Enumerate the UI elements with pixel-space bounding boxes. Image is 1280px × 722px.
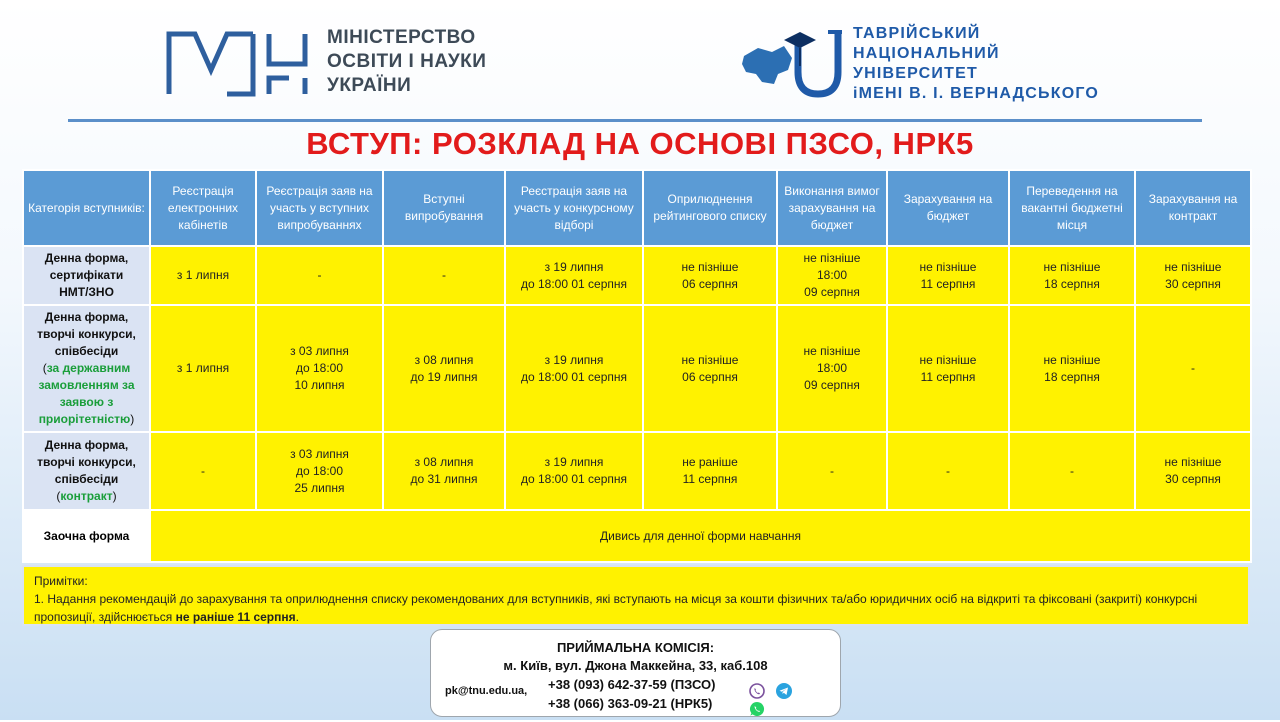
- university-line: НАЦІОНАЛЬНИЙ: [853, 45, 1000, 62]
- notes-box: [22, 565, 1250, 626]
- cell-line: не пізніше: [919, 259, 977, 274]
- notes-text: [34, 590, 1238, 626]
- cell-line: -: [1191, 361, 1195, 375]
- table-cell: [383, 305, 505, 432]
- category-line: творчі конкурси,: [37, 455, 136, 469]
- column-header: Реєстрація електронних кабінетів: [150, 170, 256, 246]
- cell-line: 11 серпня: [682, 472, 738, 486]
- cell-line: до 18:00: [295, 361, 344, 375]
- table-cell: [643, 432, 777, 510]
- notes-title: Примітки:: [34, 574, 88, 588]
- category-note: (контракт): [56, 489, 117, 503]
- category-note-text: за державним замовленням за заявою з приорітетністю: [38, 361, 135, 426]
- cell-line: 06 серпня: [682, 369, 738, 384]
- column-header: Категорія вступників:: [23, 170, 150, 246]
- mon-logo-icon: [165, 28, 315, 98]
- whatsapp-icon[interactable]: [749, 701, 765, 717]
- cell-line: 30 серпня: [1165, 472, 1221, 486]
- cell-line: не пізніше: [1164, 259, 1222, 274]
- table-cell: [505, 432, 643, 510]
- cell-line: з 08 липня: [414, 455, 474, 469]
- viber-icon[interactable]: [749, 683, 765, 699]
- contact-phone-nrk5[interactable]: +38 (066) 363-09-21 (НРК5): [548, 696, 713, 711]
- table-cell: [1135, 432, 1251, 510]
- table-row: [23, 246, 1251, 305]
- table-cell: [1009, 432, 1135, 510]
- notes-end: .: [295, 610, 299, 624]
- column-header: Реєстрація заяв на участь у конкурсному відборі: [505, 170, 643, 246]
- cell-line: -: [201, 463, 205, 478]
- page-title: ВСТУП: РОЗКЛАД НА ОСНОВІ ПЗСО, НРК5: [306, 126, 974, 161]
- cell-line: 11 серпня: [920, 369, 976, 384]
- column-header: Переведення на вакантні бюджетні місця: [1009, 170, 1135, 246]
- category-line: Денна форма,: [44, 251, 129, 265]
- category-cell: Заочна форма: [23, 510, 150, 562]
- table-cell: [505, 246, 643, 305]
- cell-line: не пізніше: [919, 352, 977, 367]
- cell-line: з 08 липня: [414, 352, 474, 367]
- table-header-row: [23, 170, 1251, 246]
- cell-line: з 03 липня: [290, 446, 349, 461]
- cell-line: не пізніше: [803, 344, 861, 358]
- table-cell: [150, 432, 256, 510]
- ministry-name: [327, 26, 486, 98]
- cell-line: до 18:00 01 серпня: [520, 472, 628, 486]
- table-row: [23, 510, 1251, 562]
- contact-email[interactable]: pk@tnu.edu.ua,: [445, 685, 528, 697]
- cell-line: не пізніше: [1043, 352, 1101, 367]
- category-line: НМТ/ЗНО: [59, 285, 114, 299]
- cell-line: з 03 липня: [290, 344, 349, 358]
- cell-line: з 19 липня: [544, 352, 604, 367]
- cell-line: -: [317, 268, 322, 282]
- table-cell: [887, 246, 1009, 305]
- table-cell: [256, 246, 383, 305]
- cell-line: не раніше: [682, 455, 738, 469]
- table-cell: [150, 246, 256, 305]
- telegram-icon[interactable]: [776, 683, 792, 699]
- category-cell: [23, 432, 150, 510]
- cell-line: з 19 липня: [544, 455, 604, 469]
- table-cell: [887, 432, 1009, 510]
- cell-line: 10 липня: [294, 378, 345, 392]
- university-line: ТАВРІЙСЬКИЙ: [853, 25, 981, 42]
- category-line: сертифікати: [49, 268, 124, 282]
- cell-line: 11 серпня: [920, 276, 976, 291]
- category-note-text: контракт: [60, 489, 113, 503]
- cell-line: -: [1070, 463, 1074, 478]
- university-line: УНІВЕРСИТЕТ: [853, 65, 978, 82]
- cell-line: -: [946, 463, 950, 478]
- cell-line: до 19 липня: [410, 369, 478, 384]
- cell-line: 18:00: [816, 268, 848, 282]
- column-header: Оприлюднення рейтингового списку: [643, 170, 777, 246]
- ministry-line: ОСВІТИ І НАУКИ: [327, 51, 487, 72]
- table-cell: [505, 305, 643, 432]
- table-cell: [1009, 246, 1135, 305]
- cell-line: до 18:00 01 серпня: [520, 276, 628, 291]
- cell-line: не пізніше: [1043, 259, 1101, 274]
- table-cell: [887, 305, 1009, 432]
- notes-body: 1. Надання рекомендацій до зарахування та оприлюднення списку рекомендованих для вступників, які вступають на місця за кошти фізичних та/або юридичних осіб на відкриті та фіксовані (закриті) конкурсні пропозиції, здійснюється: [34, 592, 1198, 624]
- cell-line: з 1 липня: [176, 268, 230, 282]
- schedule-table: [22, 169, 1252, 563]
- tnu-logo-icon: [738, 22, 848, 108]
- notes-bold: не раніше 11 серпня: [175, 610, 296, 624]
- cell-line: до 31 липня: [410, 472, 478, 486]
- table-cell: [1135, 305, 1251, 432]
- cell-line: до 18:00: [295, 463, 344, 478]
- messenger-icons: [749, 682, 819, 700]
- category-line: творчі конкурси,: [37, 327, 136, 341]
- cell-line: 06 серпня: [682, 276, 738, 291]
- contact-phone-pzso[interactable]: +38 (093) 642-37-59 (ПЗСО): [548, 677, 716, 692]
- cell-line: -: [442, 268, 446, 282]
- category-cell: [23, 305, 150, 432]
- column-header: Виконання вимог зарахування на бюджет: [777, 170, 887, 246]
- category-cell: [23, 246, 150, 305]
- table-cell: [777, 305, 887, 432]
- cell-line: 09 серпня: [804, 378, 860, 392]
- table-row: [23, 305, 1251, 432]
- cell-line: не пізніше: [803, 251, 861, 265]
- header: [0, 0, 1280, 118]
- cell-line: 09 серпня: [804, 285, 860, 299]
- contact-address: м. Київ, вул. Джона Маккейна, 33, каб.108: [503, 658, 768, 673]
- ministry-line: УКРАЇНИ: [327, 75, 412, 96]
- category-line: співбесіди: [54, 344, 119, 358]
- table-cell: [150, 305, 256, 432]
- table-cell: [1009, 305, 1135, 432]
- column-header: Вступні випробування: [383, 170, 505, 246]
- table-cell: [777, 246, 887, 305]
- university-name: [853, 24, 1099, 104]
- category-line: Денна форма,: [44, 438, 129, 452]
- table-cell: [256, 305, 383, 432]
- category-line: Денна форма,: [44, 310, 129, 324]
- category-line: співбесіди: [54, 472, 119, 486]
- column-header: Реєстрація заяв на участь у вступних випробуваннях: [256, 170, 383, 246]
- cell-line: не пізніше: [681, 352, 739, 367]
- cell-line: до 18:00 01 серпня: [520, 369, 628, 384]
- table-cell: [256, 432, 383, 510]
- table-cell: [383, 246, 505, 305]
- table-row: [23, 432, 1251, 510]
- university-line: іМЕНІ В. І. ВЕРНАДСЬКОГО: [853, 85, 1100, 102]
- cell-line: 25 липня: [294, 480, 345, 495]
- cell-line: 30 серпня: [1165, 276, 1221, 291]
- column-header: Зарахування на контракт: [1135, 170, 1251, 246]
- table-cell: [1135, 246, 1251, 305]
- contact-box: [430, 629, 841, 717]
- category-note: (за державним замовленням за заявою з приорітетністю): [38, 361, 135, 426]
- table-cell: [777, 432, 887, 510]
- table-cell: [643, 305, 777, 432]
- merged-cell: Дивись для денної форми навчання: [150, 510, 1251, 562]
- cell-line: 18 серпня: [1044, 369, 1100, 384]
- cell-line: з 1 липня: [176, 361, 230, 375]
- table-cell: [643, 246, 777, 305]
- cell-line: з 19 липня: [544, 259, 604, 274]
- cell-line: 18 серпня: [1044, 276, 1100, 291]
- header-divider: [68, 119, 1202, 122]
- column-header: Зарахування на бюджет: [887, 170, 1009, 246]
- cell-line: не пізніше: [681, 259, 739, 274]
- contact-title: ПРИЙМАЛЬНА КОМІСІЯ:: [556, 640, 715, 655]
- cell-line: не пізніше: [1164, 455, 1222, 469]
- cell-line: -: [830, 463, 834, 478]
- ministry-line: МІНІСТЕРСТВО: [327, 27, 476, 48]
- cell-line: 18:00: [816, 361, 848, 375]
- table-cell: [383, 432, 505, 510]
